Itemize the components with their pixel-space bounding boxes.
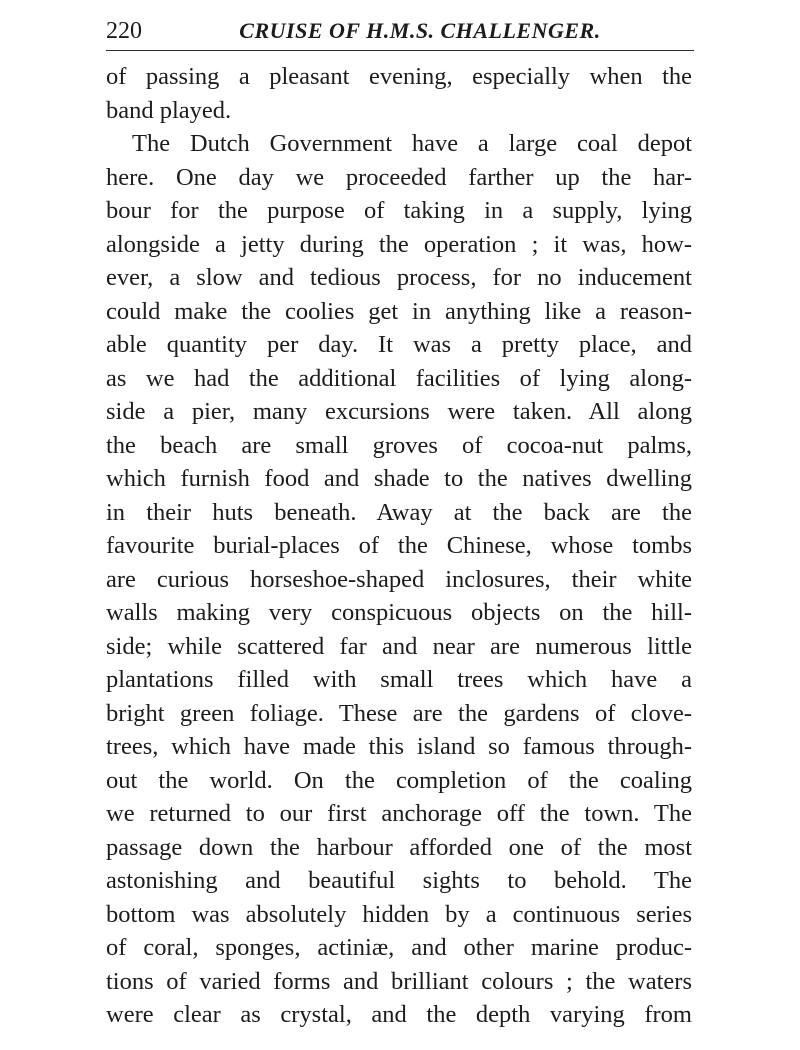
text-line: trees, which have made this island so famous through- <box>106 733 692 760</box>
text-line: the beach are small groves of cocoa-nut palms, <box>106 431 692 459</box>
text-line: tions of varied forms and brilliant colours ; the waters <box>106 967 692 995</box>
text-line: able quantity per day. It was a pretty place, and <box>106 331 692 358</box>
body-text <box>106 60 692 1032</box>
header-rule <box>106 50 694 51</box>
text-line: could make the coolies get in anything like a reason- <box>106 297 692 325</box>
text-line: walls making very conspicuous objects on the hill- <box>106 599 692 626</box>
text-line: band played. <box>106 96 232 124</box>
text-line: as we had the additional facilities of lying along- <box>106 364 692 392</box>
text-line: here. One day we proceeded farther up the har- <box>106 163 692 191</box>
text-line: of coral, sponges, actiniæ, and other marine produc- <box>106 934 692 961</box>
text-line: side a pier, many excursions were taken. All along <box>106 398 692 425</box>
text-line: alongside a jetty during the operation ; it was, how- <box>106 230 692 258</box>
page-header <box>106 14 694 48</box>
text-line: bottom was absolutely hidden by a continuous series <box>106 900 692 928</box>
text-line: astonishing and beautiful sights to behold. The <box>106 867 692 894</box>
text-line: in their huts beneath. Away at the back are the <box>106 498 692 526</box>
text-line: bright green foliage. These are the gardens of clove- <box>106 699 692 727</box>
text-line: out the world. On the completion of the coaling <box>106 766 692 794</box>
text-line: favourite burial-places of the Chinese, whose tombs <box>106 532 692 559</box>
text-line: we returned to our first anchorage off the town. The <box>106 800 692 827</box>
text-line: of passing a pleasant evening, especially when the <box>106 63 692 90</box>
page-number: 220 <box>106 18 142 44</box>
text-line: bour for the purpose of taking in a supply, lying <box>106 197 692 224</box>
text-line: side; while scattered far and near are numerous little <box>106 632 692 660</box>
text-line: plantations filled with small trees which have a <box>106 666 692 693</box>
text-line: ever, a slow and tedious process, for no inducement <box>106 264 692 291</box>
running-title: CRUISE OF H.M.S. CHALLENGER. <box>239 18 601 43</box>
text-line: which furnish food and shade to the natives dwelling <box>106 465 692 492</box>
text-line: passage down the harbour afforded one of the most <box>106 833 692 861</box>
paragraph-start-line: The Dutch Government have a large coal depot <box>132 130 692 157</box>
text-line: are curious horseshoe-shaped inclosures, their white <box>106 565 692 593</box>
text-line: were clear as crystal, and the depth varying from <box>106 1001 692 1028</box>
